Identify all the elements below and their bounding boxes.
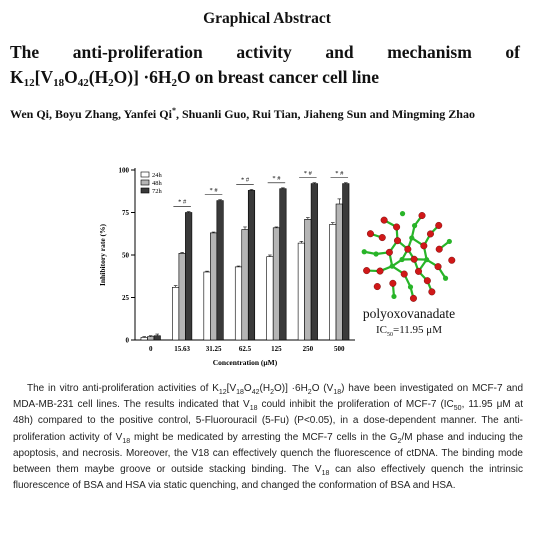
y-tick-label: 50 xyxy=(122,251,129,260)
significance-label: * # xyxy=(335,169,344,177)
bar-24h xyxy=(141,337,148,340)
bar-24h xyxy=(204,272,211,340)
significance-label: * # xyxy=(240,176,250,184)
oxygen-atom xyxy=(410,295,417,302)
vanadium-atom xyxy=(362,249,367,254)
inhibition-bar-chart xyxy=(88,158,368,383)
bar-72h xyxy=(185,213,192,341)
bar-24h xyxy=(172,287,179,340)
y-axis-title: Inhibitory rate (%) xyxy=(98,223,107,287)
significance-label: * # xyxy=(272,174,281,182)
oxygen-atom xyxy=(379,234,386,241)
x-tick-label: 0 xyxy=(148,345,153,353)
x-tick-label: 31.25 xyxy=(205,345,222,353)
oxygen-atom xyxy=(419,212,426,219)
paper-title-line-2: $K_{12}[V_{18}O_{42}(H_2O)] \cdot 6H_2O$ on breast cancer cell line xyxy=(10,67,380,89)
x-axis-title: Concentration (μM) xyxy=(212,358,278,367)
bar-24h xyxy=(298,243,305,340)
legend-label: 48h xyxy=(152,180,162,187)
oxygen-atom xyxy=(435,222,442,229)
oxygen-atom xyxy=(427,231,434,238)
x-tick-label: 125 xyxy=(271,345,282,353)
bar-48h xyxy=(273,228,280,340)
title-word: anti-proliferation xyxy=(72,42,203,62)
oxygen-atom xyxy=(448,257,455,264)
vanadium-atom xyxy=(400,211,405,216)
oxygen-atom xyxy=(367,230,374,237)
vanadium-atom xyxy=(399,257,404,262)
legend-label: 24h xyxy=(152,172,162,179)
bar-72h xyxy=(311,184,318,340)
legend-swatch xyxy=(141,180,149,185)
oxygen-atom xyxy=(411,256,418,263)
paper-title xyxy=(10,40,520,90)
vanadium-atom xyxy=(424,257,429,262)
bar-24h xyxy=(330,224,337,340)
oxygen-atom xyxy=(405,246,412,253)
x-tick-label: 15.63 xyxy=(174,345,191,353)
y-tick-label: 25 xyxy=(122,294,129,302)
bar-48h xyxy=(179,253,186,340)
vanadium-atom xyxy=(391,294,396,299)
abstract-text: The in vitro anti-proliferation activities of $K_{12}[V_{18}O_{42}(H_2O)] \cdot 6H_2O$ $(V_{18})$ have been investigated on MCF-7 and MDA-MB-231 cell lines. The results indicated that $V_{18}$ could inhibit the proliferation of MCF-7 ($IC_{50}$, 11.95 μM at 48h) compared to the positive control, 5-Fluorouracil (5-Fu) (P<0.05), in a dose-dependent manner. The anti-proliferation activity of $V_{18}$ might be medicated by arresting the MCF-7 cells in the $G_2/M$ phase and inducing the apoptosis, and necrosis. Moreover, the V18 can effectively quench the fluorescence of ctDNA. The binding mode between them maybe groove or outside stacking binding. The $V_{18}$ can also effectively quench the intrinsic fluorescence of BSA and HSA via static quenching, and changed the conformation of BSA and HSA. xyxy=(13,383,524,492)
bar-48h xyxy=(242,230,249,341)
oxygen-atom xyxy=(386,249,393,256)
bar-24h xyxy=(235,267,242,340)
vanadium-atom xyxy=(409,235,414,240)
ic50-label: $IC_{50}=11.95$ μM xyxy=(376,324,442,339)
bar-72h xyxy=(248,190,255,340)
legend-swatch xyxy=(141,172,149,177)
oxygen-atom xyxy=(393,224,400,231)
oxygen-atom xyxy=(424,277,431,284)
oxygen-atom xyxy=(390,280,397,287)
y-tick-label: 0 xyxy=(125,336,129,345)
oxygen-atom xyxy=(429,289,436,296)
corresponding-mark: * xyxy=(171,106,176,115)
bar-72h xyxy=(280,189,287,340)
x-tick-label: 500 xyxy=(334,345,345,353)
oxygen-atom xyxy=(377,268,384,275)
vanadium-atom xyxy=(447,239,452,244)
molecule-label: polyoxovanadate xyxy=(362,306,456,321)
author-list: Wen Qi, Boyu Zhang, Yanfei Qi*, Shuanli Guo, Rui Tian, Jiaheng Sun and Mingming Zhao xyxy=(10,106,475,121)
vanadium-atom xyxy=(373,251,378,256)
title-word: mechanism xyxy=(387,42,472,62)
oxygen-atom xyxy=(435,263,442,270)
oxygen-atom xyxy=(394,237,401,244)
oxygen-atom xyxy=(415,268,422,275)
bar-24h xyxy=(267,257,274,340)
vanadium-atom xyxy=(390,264,395,269)
y-tick-label: 75 xyxy=(122,209,129,217)
legend-swatch xyxy=(141,188,149,193)
graphical-abstract-heading: Graphical Abstract xyxy=(203,10,331,27)
bar-72h xyxy=(217,201,224,340)
oxygen-atom xyxy=(421,243,428,250)
bar-48h xyxy=(210,233,217,340)
bar-72h xyxy=(154,336,161,340)
significance-label: * # xyxy=(178,198,187,206)
x-tick-label: 250 xyxy=(302,345,314,353)
paper-title-line-1 xyxy=(10,40,520,65)
x-tick-label: 62.5 xyxy=(238,345,252,353)
significance-label: * # xyxy=(209,186,218,194)
vanadium-atom xyxy=(443,276,448,281)
vanadium-atom xyxy=(412,223,417,228)
significance-label: * # xyxy=(303,169,312,177)
oxygen-atom xyxy=(436,246,443,253)
oxygen-atom xyxy=(363,267,370,274)
title-word: and xyxy=(325,42,354,62)
oxygen-atom xyxy=(381,217,388,224)
oxygen-atom xyxy=(401,271,408,278)
vanadium-atom xyxy=(408,284,413,289)
title-word: of xyxy=(505,42,520,62)
legend-label: 72h xyxy=(152,188,162,195)
y-tick-label: 100 xyxy=(118,166,129,175)
title-word: activity xyxy=(236,42,292,62)
oxygen-atom xyxy=(374,283,381,290)
title-word: The xyxy=(10,42,40,62)
bar-48h xyxy=(305,219,312,340)
polyoxovanadate-structure-image xyxy=(358,205,458,307)
bar-48h xyxy=(147,337,154,340)
